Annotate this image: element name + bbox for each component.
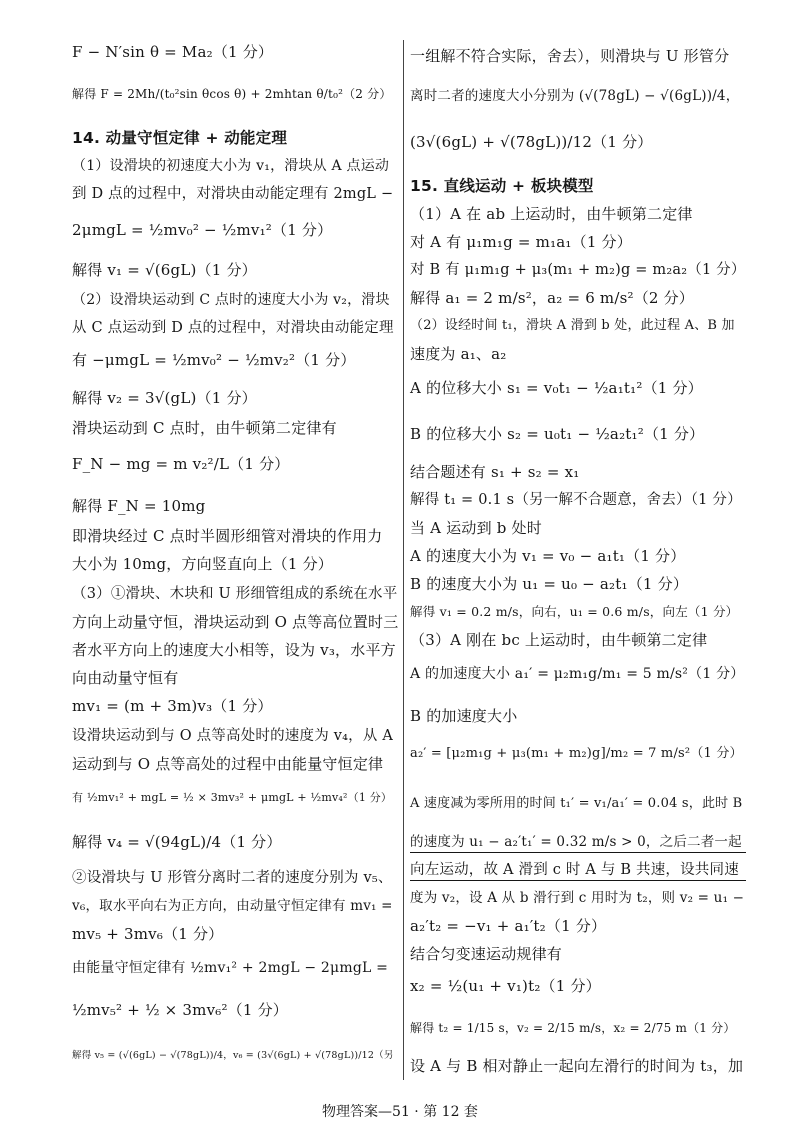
equation-line: 2μmgL = ½mv₀² − ½mv₁²（1 分） <box>72 221 333 239</box>
text-line: v₆，取水平向右为正方向，由动量守恒定律有 mv₁ = <box>72 898 393 914</box>
equation-line: 解得 a₁ = 2 m/s²，a₂ = 6 m/s²（2 分） <box>410 289 695 307</box>
equation-line: 由能量守恒定律有 ½mv₁² + 2mgL − 2μmgL = <box>72 960 389 976</box>
equation-line: B 的速度大小为 u₁ = u₀ − a₂t₁（1 分） <box>410 575 689 593</box>
text-line: B 的加速度大小 <box>410 707 518 725</box>
equation-line: mv₁ = (m + 3m)v₃（1 分） <box>72 697 273 715</box>
column-divider <box>403 40 404 1080</box>
equation-line: 解得 v₂ = 3√(gL)（1 分） <box>72 389 257 407</box>
equation-line: a₂′ = [μ₂m₁g + μ₃(m₁ + m₂)g]/m₂ = 7 m/s²（1 分） <box>410 746 743 761</box>
text-line: 运动到与 O 点等高处的过程中由能量守恒定律 <box>72 755 384 773</box>
equation-line: x₂ = ½(u₁ + v₁)t₂（1 分） <box>410 977 601 995</box>
equation-line: 解得 t₂ = 1/15 s，v₂ = 2/15 m/s，x₂ = 2/75 m（1 分） <box>410 1021 736 1035</box>
text-line: （2）设经时间 t₁，滑块 A 滑到 b 处，此过程 A、B 加 <box>410 318 735 333</box>
equation-line: 解得 v₁ = 0.2 m/s，向右，u₁ = 0.6 m/s，向左（1 分） <box>410 604 739 619</box>
text-line: 结合匀变速运动规律有 <box>410 945 563 963</box>
text-line: 设 A 与 B 相对静止一起向左滑行的时间为 t₃，加 <box>410 1057 744 1075</box>
text-line: 向由动量守恒有 <box>72 669 179 687</box>
text-line: 大小为 10mg，方向竖直向上（1 分） <box>72 555 333 573</box>
text-line: （2）设滑块运动到 C 点时的速度大小为 v₂，滑块 <box>72 292 390 308</box>
equation-line: F_N − mg = m v₂²/L（1 分） <box>72 455 290 473</box>
equation-line: (3√(6gL) + √(78gL))/12（1 分） <box>410 133 653 151</box>
section-heading-14: 14. 动量守恒定律 + 动能定理 <box>72 129 288 147</box>
equation-line: 对 B 有 μ₁m₁g + μ₃(m₁ + m₂)g = m₂a₂（1 分） <box>410 262 746 278</box>
equation-line: mv₅ + 3mv₆（1 分） <box>72 925 224 943</box>
equation-line: 解得 v₁ = √(6gL)（1 分） <box>72 261 257 279</box>
equation-line: 解得 t₁ = 0.1 s（另一解不合题意，舍去）（1 分） <box>410 492 742 508</box>
equation-line: 离时二者的速度大小分别为 (√(78gL) − √(6gL))/4， <box>410 88 740 104</box>
equation-line: a₂′t₂ = −v₁ + a₁′t₂（1 分） <box>410 917 607 935</box>
equation-line: 解得 v₅ = (√(6gL) − √(78gL))/4，v₆ = (3√(6gL) + √(78gL))/12（另 <box>72 1050 394 1061</box>
text-line: 速度为 a₁、a₂ <box>410 345 507 363</box>
text-line: 设滑块运动到与 O 点等高处时的速度为 v₄，从 A <box>72 728 393 744</box>
text-line: 一组解不符合实际，舍去），则滑块与 U 形管分 <box>410 47 730 65</box>
equation-line: B 的位移大小 s₂ = u₀t₁ − ½a₂t₁²（1 分） <box>410 425 705 443</box>
equation-line: 有 −μmgL = ½mv₀² − ½mv₂²（1 分） <box>72 351 356 369</box>
text-line: 度为 v₂，设 A 从 b 滑行到 c 用时为 t₂，则 v₂ = u₁ − <box>410 890 745 906</box>
text-line: ②设滑块与 U 形管分离时二者的速度分别为 v₅、 <box>72 870 393 886</box>
equation-line: 解得 F_N = 10mg <box>72 497 206 515</box>
equation-line: 有 ½mv₁² + mgL = ½ × 3mv₃² + μmgL + ½mv₄²（1 分） <box>72 791 393 804</box>
equation-line: 解得 F = 2Mh/(t₀²sin θcos θ) + 2mhtan θ/t₀²（2 分） <box>72 87 392 101</box>
underlined-line: 的速度为 u₁ − a₂′t₁′ = 0.32 m/s > 0，之后二者一起 <box>410 832 746 853</box>
underlined-line: 向左运动，故 A 滑到 c 时 A 与 B 共速，设共同速 <box>410 860 746 881</box>
equation-line: 解得 v₄ = √(94gL)/4（1 分） <box>72 833 282 851</box>
equation-line: ½mv₅² + ½ × 3mv₆²（1 分） <box>72 1001 288 1019</box>
text-line: （1）A 在 ab 上运动时，由牛顿第二定律 <box>410 205 693 223</box>
text-line: 到 D 点的过程中，对滑块由动能定理有 2mgL − <box>72 186 394 202</box>
section-heading-15: 15. 直线运动 + 板块模型 <box>410 177 594 195</box>
equation-line: 结合题述有 s₁ + s₂ = x₁ <box>410 463 580 481</box>
text-line: （3）A 刚在 bc 上运动时，由牛顿第二定律 <box>410 631 708 649</box>
text-line: 者水平方向上的速度大小相等，设为 v₃，水平方 <box>72 641 396 659</box>
text-line: 从 C 点运动到 D 点的过程中，对滑块由动能定理 <box>72 320 394 336</box>
text-line: （1）设滑块的初速度大小为 v₁，滑块从 A 点运动 <box>72 158 390 174</box>
text-line: 滑块运动到 C 点时，由牛顿第二定律有 <box>72 419 337 437</box>
equation-line: A 速度减为零所用的时间 t₁′ = v₁/a₁′ = 0.04 s，此时 B <box>410 796 743 811</box>
equation-line: A 的速度大小为 v₁ = v₀ − a₁t₁（1 分） <box>410 547 686 565</box>
text-line: 当 A 运动到 b 处时 <box>410 519 542 537</box>
text-line: 方向上动量守恒，滑块运动到 O 点等高位置时三 <box>72 613 399 631</box>
text-line: 即滑块经过 C 点时半圆形细管对滑块的作用力 <box>72 527 383 545</box>
equation-line: A 的位移大小 s₁ = v₀t₁ − ½a₁t₁²（1 分） <box>410 379 703 397</box>
equation-line: F − N′sin θ = Ma₂（1 分） <box>72 43 274 61</box>
equation-line: A 的加速度大小 a₁′ = μ₂m₁g/m₁ = 5 m/s²（1 分） <box>410 666 745 682</box>
equation-line: 对 A 有 μ₁m₁g = m₁a₁（1 分） <box>410 233 632 251</box>
page-footer: 物理答案—51 · 第 12 套 <box>322 1104 478 1120</box>
text-line: （3）①滑块、木块和 U 形细管组成的系统在水平 <box>72 586 398 602</box>
